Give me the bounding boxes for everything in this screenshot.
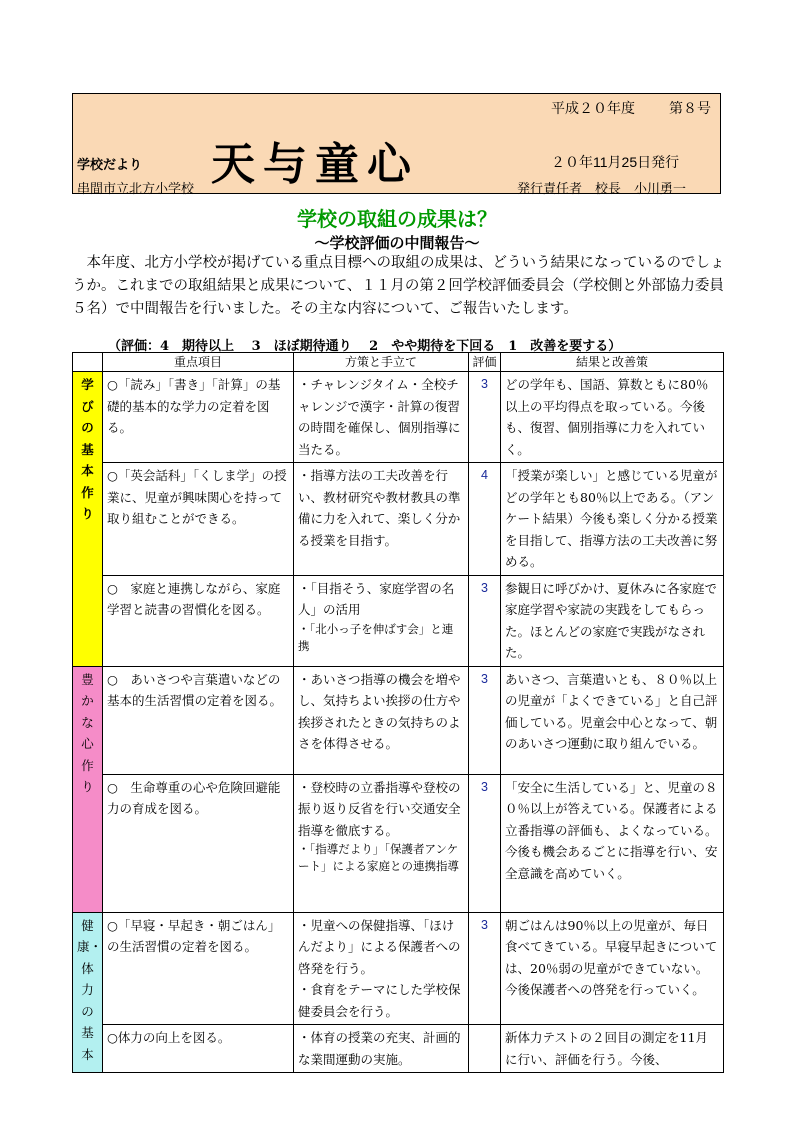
table-header-row	[73, 353, 724, 372]
intro-paragraph	[72, 252, 728, 321]
score-cell: 3	[469, 666, 501, 774]
table-row	[73, 463, 724, 576]
result-cell: 「安全に生活している」と、児童の８０％以上が答えている。保護者による立番指導の評価も、よくなっている。 今後も機会あるごとに指導を行い、安全意識を高めていく。	[501, 774, 724, 912]
issue-date: ２０年11月25日発行	[551, 154, 680, 170]
table-row	[73, 575, 724, 666]
result-cell: 参観日に呼びかけ、夏休みに各家庭で家庭学習や家読の実践をしてもらった。ほとんどの家庭で実践がなされた。	[501, 575, 724, 666]
result-cell: 朝ごはんは90％以上の児童が、毎日食べてきている。早寝早起きについては、20％弱の児童ができていない。今後保護者への啓発を行っていく。	[501, 912, 724, 1025]
table-row	[73, 774, 724, 912]
header-item: 重点項目	[103, 353, 294, 372]
measures-cell	[294, 575, 469, 666]
rating-legend: （評価：4 期待以上 3 ほぼ期待通り 2 やや期待を下回る 1 改善を要する）	[108, 339, 622, 354]
measure: ・体育の授業の充実、計画的な業間運動の実施。	[298, 1030, 461, 1067]
measure: ・指導方法の工夫改善を行い、教材研究や教材教具の準備に力を入れて、楽しく分かる授業を目指す。	[298, 468, 461, 548]
table-row	[73, 912, 724, 1025]
newsletter-header	[72, 93, 721, 194]
category-learning: 学びの基本作り	[73, 372, 103, 667]
measures-cell	[294, 912, 469, 1025]
article-title: 学校の取組の成果は？	[297, 209, 497, 231]
measures-cell	[294, 463, 469, 576]
item-cell: ○「英会話科」「くしま学」の授業に、児童が興味関心を持って取り組むことができる。	[103, 463, 294, 576]
header-score: 評価	[469, 353, 501, 372]
result-cell: 新体力テストの２回目の測定を11月に行い、評価を行う。今後、	[501, 1025, 724, 1073]
newsletter-label: 学校だより	[77, 157, 143, 172]
measure: ・「目指そう、家庭学習の名人」の活用	[298, 580, 455, 617]
result-cell: どの学年も、国語、算数ともに80％以上の平均得点を取っている。今後も、復習、個別指導に力を入れていく。	[501, 372, 724, 463]
score-cell: 4	[469, 463, 501, 576]
item-cell: ○「早寝・早起き・朝ごはん」の生活習慣の定着を図る。	[103, 912, 294, 1025]
result-cell: 「授業が楽しい」と感じている児童がどの学年とも80％以上である。（アンケート結果）今後も楽しく分かる授業を目指して、指導方法の工夫改善に努める。	[501, 463, 724, 576]
score-cell: 3	[469, 774, 501, 912]
item-cell: ○ 家庭と連携しながら、家庭学習と読書の習慣化を図る。	[103, 575, 294, 666]
article-subtitle: ～学校評価の中間報告～	[314, 234, 480, 252]
measures-cell	[294, 666, 469, 774]
measure: ・食育をテーマにした学校保健委員会を行う。	[298, 982, 461, 1019]
score-cell: 3	[469, 575, 501, 666]
measure: ・チャレンジタイム・全校チャレンジで漢字・計算の復習の時間を確保し、個別指導に当たる。	[298, 377, 461, 457]
measures-cell	[294, 1025, 469, 1073]
score-cell: 3	[469, 912, 501, 1025]
measure: ・「指導だより」「保護者アンケート」による家庭との連携指導	[298, 842, 459, 873]
header-measures: 方策と手立て	[294, 353, 469, 372]
newsletter-title: 天与童心	[211, 139, 419, 190]
header-result: 結果と改善策	[501, 353, 724, 372]
item-cell: ○「読み」「書き」「計算」の基礎的基本的な学力の定着を図る。	[103, 372, 294, 463]
table-row	[73, 372, 724, 463]
item-cell: ○ あいさつや言葉遣いなどの基本的生活習慣の定着を図る。	[103, 666, 294, 774]
item-cell: ○ 生命尊重の心や危険回避能力の育成を図る。	[103, 774, 294, 912]
measures-cell	[294, 372, 469, 463]
score-cell	[469, 1025, 501, 1073]
measure: ・登校時の立番指導や登校の振り返り反省を行い交通安全指導を徹底する。	[298, 779, 461, 838]
measure: ・「北小っ子を伸ばす会」と連携	[298, 621, 454, 653]
measure: ・あいさつ指導の機会を増やし、気持ちよい挨拶の仕方や挨拶されたときの気持ちのよさを体得させる。	[298, 671, 461, 751]
school-name: 串間市立北方小学校	[77, 181, 195, 196]
score-cell: 3	[469, 372, 501, 463]
fiscal-year: 平成２０年度	[551, 100, 635, 116]
measure: ・児童への保健指導、「ほけんだより」による保護者への啓発を行う。	[298, 917, 461, 976]
table-row	[73, 666, 724, 774]
item-cell: ○体力の向上を図る。	[103, 1025, 294, 1073]
issue-number: 第８号	[669, 100, 711, 116]
measures-cell	[294, 774, 469, 912]
intro-text: 本年度、北方小学校が掲げている重点目標への取組の成果は、どういう結果になっているのでしょうか。これまでの取組結果と成果について、１１月の第２回学校評価委員会（学校側と外部協力委員５名）で中間報告を行いました。その主な内容について、ご報告いたします。	[72, 255, 725, 317]
evaluation-table	[72, 352, 724, 1073]
table-row	[73, 1025, 724, 1073]
result-cell: あいさつ、言葉遣いとも、８０％以上の児童が「よくできている」と自己評価している。児童会中心となって、朝のあいさつ運動に取り組んでいる。	[501, 666, 724, 774]
category-health: 健康・体力の基本	[73, 912, 103, 1073]
category-heart: 豊かな心作り	[73, 666, 103, 912]
publisher: 発行責任者 校長 小川勇一	[517, 181, 687, 196]
